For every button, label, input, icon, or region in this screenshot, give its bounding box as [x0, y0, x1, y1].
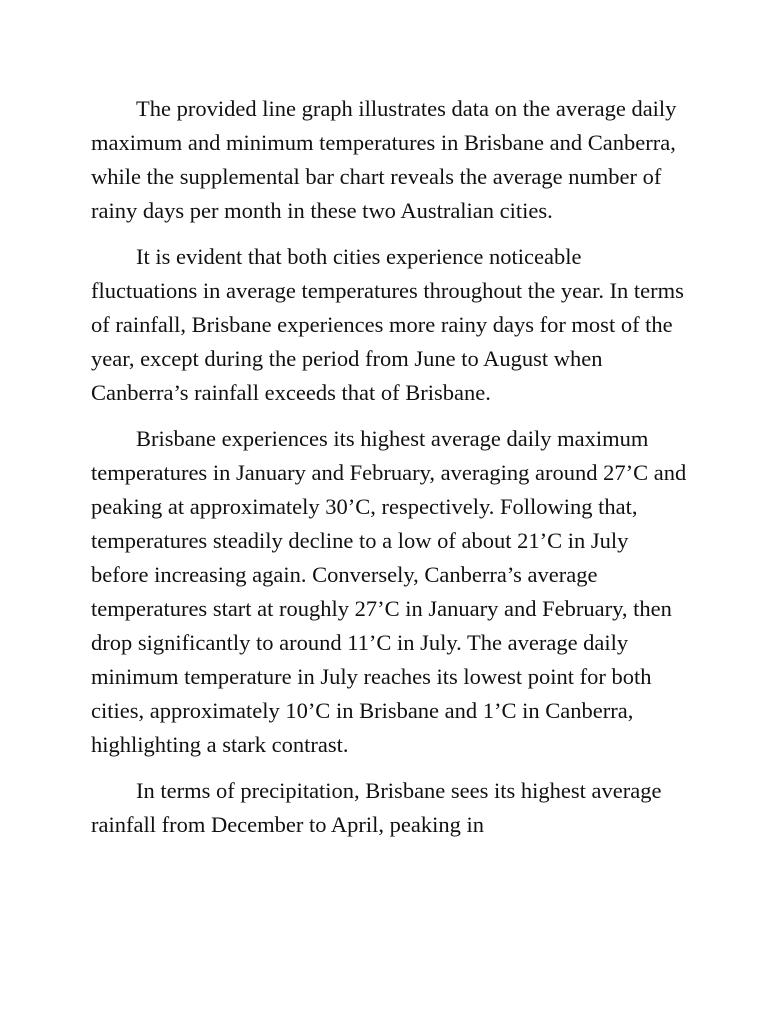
paragraph-introduction: The provided line graph illustrates data on the average daily maximum and minimum temperatures in Brisbane and Canberra, while the supplemental bar chart reveals the average number of rainy days per month in these two Australian cities.: [91, 96, 677, 223]
document-body: [91, 92, 691, 842]
paragraph-temperature-details: Brisbane experiences its highest average daily maximum temperatures in January and February, averaging around 27’C and peaking at approximately 30’C, respectively. Following that, temperatures steadily decline to a low of about 21’C in July before increasing again. Conversely, Canberra’s average temperatures start at roughly 27’C in January and February, then drop significantly to around 11’C in July. The average daily minimum temperature in July reaches its lowest point for both cities, approximately 10’C in Brisbane and 1’C in Canberra, highlighting a stark contrast.: [91, 426, 687, 757]
paragraph-overview: It is evident that both cities experience noticeable fluctuations in average temperatures throughout the year. In terms of rainfall, Brisbane experiences more rainy days for most of the year, except during the period from June to August when Canberra’s rainfall exceeds that of Brisbane.: [91, 244, 684, 405]
paragraph-precipitation-details: In terms of precipitation, Brisbane sees its highest average rainfall from December to April, peaking in: [91, 778, 662, 837]
